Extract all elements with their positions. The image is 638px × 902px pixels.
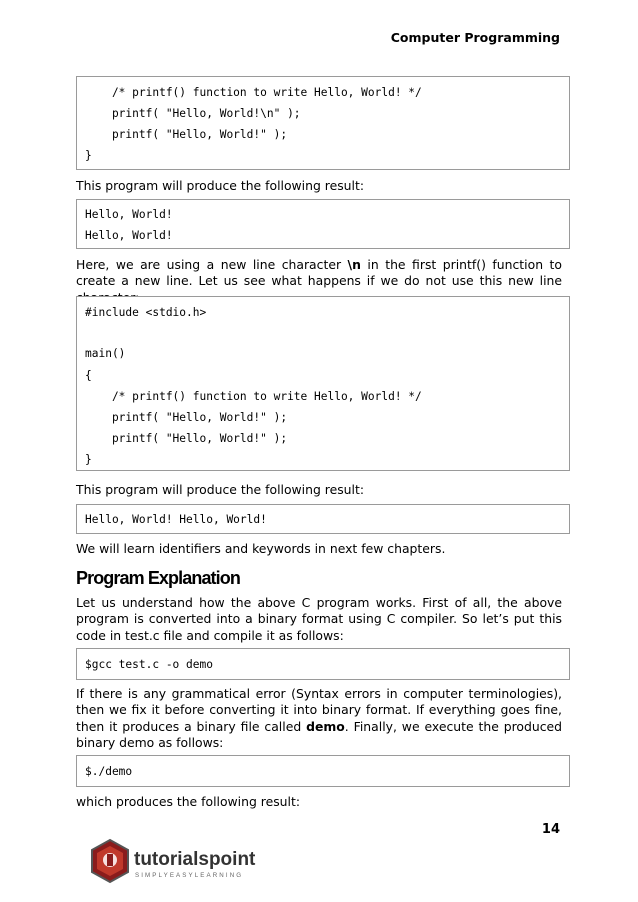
code-line: #include <stdio.h>: [85, 306, 207, 319]
paragraph: which produces the following result:: [76, 794, 300, 809]
output-line: Hello, World!: [85, 229, 173, 242]
output-block: [76, 199, 570, 249]
output-line: Hello, World! Hello, World!: [85, 513, 267, 526]
logo-wordmark: tutorialspoint: [134, 849, 256, 870]
paragraph: This program will produce the following result:: [76, 482, 364, 497]
command-block: [76, 648, 570, 680]
code-block: [76, 76, 570, 170]
paragraph: Let us understand how the above C program works. First of all, the above program is converted into a binary format using C compiler. So let’s put this code in test.c file and compile it as follows:: [76, 595, 562, 643]
newline-escape: \n: [347, 257, 361, 272]
code-line: /* printf() function to write Hello, World! */: [85, 86, 422, 99]
binary-name: demo: [306, 718, 345, 734]
command-line: $./demo: [85, 765, 133, 778]
tutorialspoint-logo: [88, 838, 288, 888]
paragraph-text: in the first printf() function to create a new line. Let us see what happens if we do not use this new line: [76, 257, 562, 289]
command-block: [76, 755, 570, 787]
paragraph: This program will produce the following result:: [76, 178, 364, 193]
output-block: [76, 504, 570, 534]
paragraph-text: Here, we are using a new line character: [76, 257, 348, 272]
paragraph: We will learn identifiers and keywords in next few chapters.: [76, 541, 446, 556]
code-line: }: [85, 149, 92, 162]
code-line: printf( "Hello, World!" );: [85, 411, 288, 424]
code-line: }: [85, 453, 92, 466]
page-number: 14: [541, 822, 560, 837]
logo-icon: [88, 838, 288, 888]
code-line: {: [85, 369, 92, 382]
code-block: [76, 296, 570, 471]
paragraph-text: If there is any grammatical error (Syntax errors in computer terminologies), then we fix it before converting it into binary format. If everything goes fine, then it produces a binary file called: [76, 686, 562, 734]
code-line: printf( "Hello, World!" );: [85, 432, 288, 445]
header-title: Computer Programming: [390, 30, 560, 45]
code-line: printf( "Hello, World!" );: [85, 128, 288, 141]
logo-tagline: SIMPLYEASYLEARNING: [135, 872, 244, 879]
code-line: printf( "Hello, World!\n" );: [85, 107, 301, 120]
code-line: /* printf() function to write Hello, World! */: [85, 390, 422, 403]
section-heading: Program Explanation: [76, 568, 240, 588]
paragraph: [76, 686, 562, 752]
code-line: main(): [85, 347, 126, 360]
command-line: $gcc test.c -o demo: [85, 658, 213, 671]
output-line: Hello, World!: [85, 208, 173, 221]
paragraph-text: . Finally, we execute the produced binary demo as follows:: [76, 718, 563, 751]
